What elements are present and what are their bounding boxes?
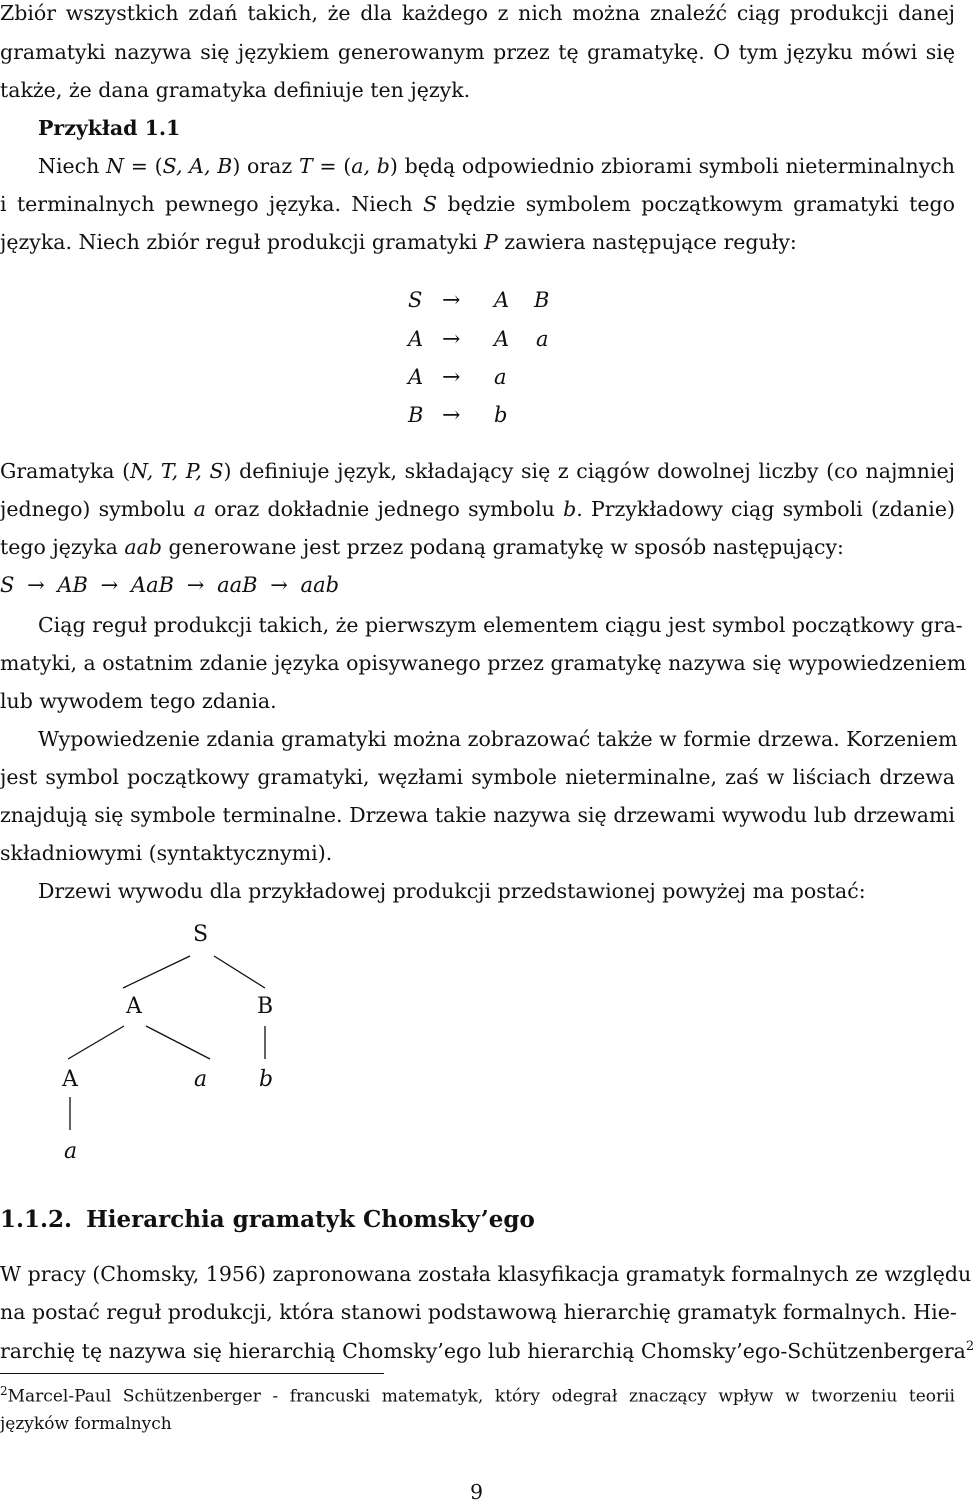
deriv-arrow: → xyxy=(186,573,205,597)
section-title: Hierarchia gramatyk Chomsky’ego xyxy=(86,1206,535,1233)
section-number: 1.1.2. xyxy=(0,1206,73,1233)
text: . Przykładowy ciąg symboli (zdanie) xyxy=(576,497,955,521)
deriv-step: AaB xyxy=(130,573,175,597)
tree-node-left: A xyxy=(126,994,142,1019)
math-SAB: S, A, B xyxy=(162,154,233,178)
wyp-line-4: składniowymi (syntaktycznymi). xyxy=(0,841,333,865)
example-line-2 xyxy=(0,194,955,215)
intro-line-1: Zbiór wszystkich zdań takich, że dla każdego z nich można znaleźć ciąg produkcji danej xyxy=(0,1,955,25)
tree-node-lr: a xyxy=(194,1067,208,1092)
rule-2-lhs: A xyxy=(408,327,424,351)
rule-4-r1: b xyxy=(494,403,508,427)
wyp-line-3: znajdują się symbole terminalne. Drzewa takie nazywa się drzewami wywodu lub drzewami xyxy=(0,803,955,827)
rule-2-r1: A xyxy=(494,327,510,351)
text: ) definiuje język, składający się z ciągów dowolnej liczby (co najmniej xyxy=(223,459,955,483)
text: Marcel-Paul Schützenberger - francuski matematyk, który odegrał znaczący wpływ w tworzeniu teorii xyxy=(7,1386,955,1407)
text: Niech xyxy=(38,154,107,178)
math-a: a xyxy=(193,497,206,521)
page-number: 9 xyxy=(470,1480,484,1504)
math-b: b xyxy=(563,497,577,521)
deriv-step: S xyxy=(0,573,15,597)
rule-1-arrow: → xyxy=(442,288,461,313)
intro-line-3: także, że dana gramatyka definiuje ten język. xyxy=(0,78,471,102)
text: ) oraz xyxy=(232,154,299,178)
math-N: N xyxy=(106,154,124,178)
footnote-rule xyxy=(0,1373,384,1374)
tree-node-root: S xyxy=(193,922,209,947)
ciag-line-3: lub wywodem tego zdania. xyxy=(0,689,277,713)
edge-S-A xyxy=(123,956,190,988)
rule-1-r1: A xyxy=(494,288,510,312)
footnote-ref[interactable]: 2 xyxy=(965,1339,974,1354)
text: oraz dokładnie jednego symbolu xyxy=(205,497,564,521)
math-T: T xyxy=(298,154,313,178)
math-ab: a, b xyxy=(351,154,390,178)
text: będzie symbolem początkowym gramatyki tego xyxy=(437,192,955,216)
text: Gramatyka ( xyxy=(0,459,131,483)
text: generowane jest przez podaną gramatykę w sposób następujący: xyxy=(161,535,844,559)
edge-A-a xyxy=(146,1026,210,1059)
example-line-1 xyxy=(38,156,955,177)
rule-4-arrow: → xyxy=(442,403,461,428)
deriv-step: aaB xyxy=(217,573,258,597)
footnote-mark: 2 xyxy=(0,1384,8,1398)
deriv-arrow: → xyxy=(100,573,119,597)
footnote-line-1 xyxy=(0,1385,955,1406)
math-S: S xyxy=(423,192,438,216)
math-aab: aab xyxy=(124,535,162,559)
text: zawiera następujące reguły: xyxy=(497,230,797,254)
rule-2-r2: a xyxy=(536,327,549,351)
text: = ( xyxy=(312,154,352,178)
gram-line-2 xyxy=(0,499,955,520)
rule-3-r1: a xyxy=(494,365,507,389)
gram-line-3 xyxy=(0,537,844,558)
tree-node-leaf: a xyxy=(64,1139,78,1164)
deriv-step: aab xyxy=(300,573,340,597)
section-heading xyxy=(0,1208,535,1231)
text: rarchię tę nazywa się hierarchią Chomsky’ego lub hierarchią Chomsky’ego-Schützenbergera xyxy=(0,1338,966,1363)
tree-node-right: B xyxy=(257,994,274,1019)
text: tego języka xyxy=(0,535,125,559)
rule-1-r2: B xyxy=(534,288,550,312)
math-NTPS: N, T, P, S xyxy=(130,459,224,483)
example-heading: Przykład 1.1 xyxy=(38,116,181,140)
edge-A-A xyxy=(68,1026,124,1059)
footnote-line-2: języków formalnych xyxy=(0,1414,172,1434)
deriv-arrow: → xyxy=(27,573,45,597)
hier-line-2: na postać reguł produkcji, która stanowi podstawową hierarchię gramatyk formalnych. Hie- xyxy=(0,1300,957,1324)
text: języka. Niech zbiór reguł produkcji gramatyki xyxy=(0,230,484,254)
deriv-arrow: → xyxy=(270,573,288,597)
hier-line-3 xyxy=(0,1340,974,1361)
tree-node-rb: b xyxy=(259,1067,274,1092)
rule-4-lhs: B xyxy=(408,403,424,427)
edge-S-B xyxy=(214,956,265,988)
text: = ( xyxy=(123,154,163,178)
wyp-line-2: jest symbol początkowy gramatyki, węzłami symbole nieterminalne, zaś w liściach drzewa xyxy=(0,765,955,789)
wyp-line-1: Wypowiedzenie zdania gramatyki można zobrazować także w formie drzewa. Korzeniem xyxy=(38,727,958,751)
ciag-line-1: Ciąg reguł produkcji takich, że pierwszym elementem ciągu jest symbol początkowy gra- xyxy=(38,613,963,637)
text: ) będą odpowiednio zbiorami symboli nieterminalnych xyxy=(389,154,955,178)
rule-3-arrow: → xyxy=(442,365,461,390)
example-line-3 xyxy=(0,232,797,253)
rule-1-lhs: S xyxy=(408,288,423,312)
text: i terminalnych pewnego języka. Niech xyxy=(0,192,424,216)
derivation xyxy=(0,575,339,596)
math-P: P xyxy=(483,230,498,254)
ciag-line-2: matyki, a ostatnim zdanie języka opisywanego przez gramatykę nazywa się wypowiedzeniem xyxy=(0,651,967,675)
text: jednego) symbolu xyxy=(0,497,194,521)
hier-line-1: W pracy (Chomsky, 1956) zapronowana została klasyfikacja gramatyk formalnych ze względu xyxy=(0,1262,972,1286)
drzewi-line: Drzewi wywodu dla przykładowej produkcji przedstawionej powyżej ma postać: xyxy=(38,879,866,903)
intro-line-2: gramatyki nazywa się językiem generowanym przez tę gramatykę. O tym języku mówi się xyxy=(0,40,955,64)
deriv-step: AB xyxy=(57,573,88,597)
rule-3-lhs: A xyxy=(408,365,424,389)
gram-line-1 xyxy=(0,461,955,482)
tree-node-ll: A xyxy=(62,1067,78,1092)
rule-2-arrow: → xyxy=(442,327,461,352)
